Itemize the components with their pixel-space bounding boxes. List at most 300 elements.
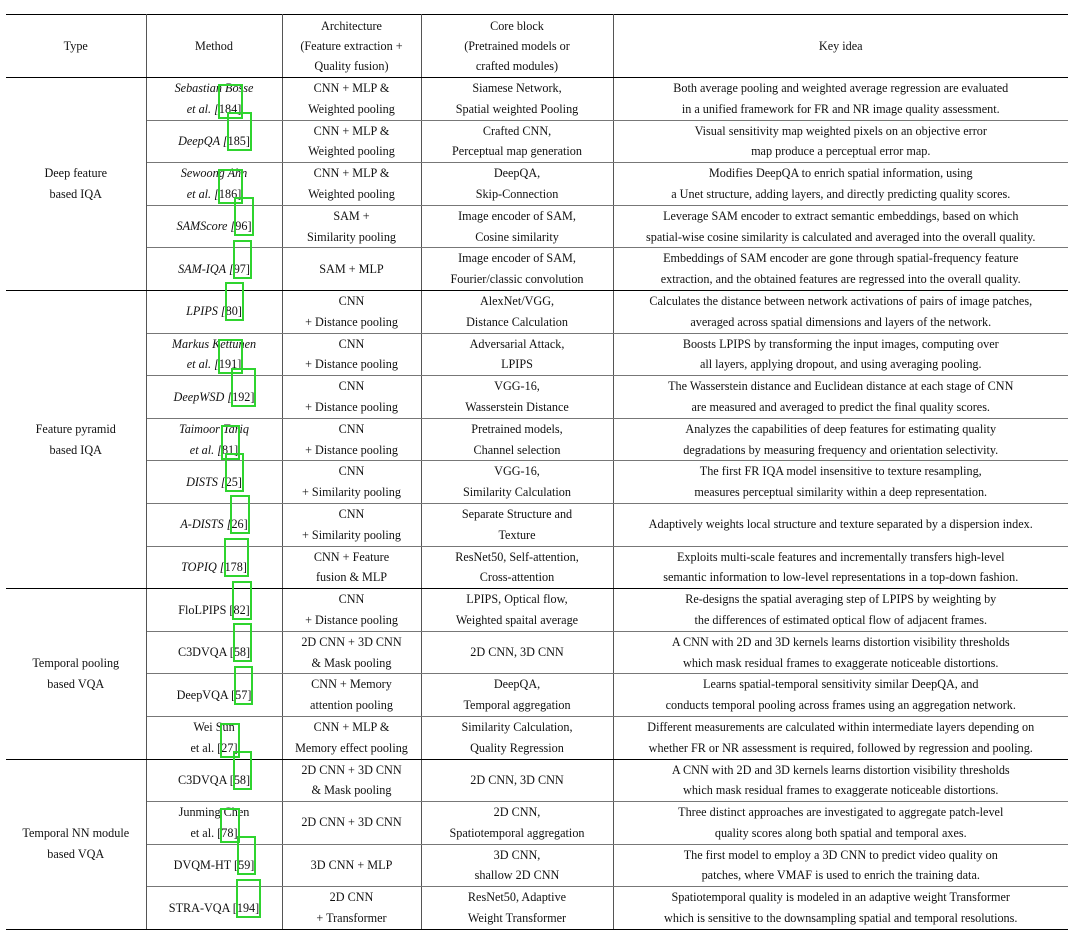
method-name: DeepWSD [: [173, 389, 233, 404]
core-block-line: Texture: [498, 527, 536, 542]
method-name: et al. [: [190, 825, 222, 840]
key-idea-line: quality scores along both spatial and temporal axes.: [714, 825, 967, 840]
method-name: Taimoor Tariq: [179, 421, 249, 436]
core-block-cell: [421, 546, 613, 589]
core-block-line: AlexNet/VGG,: [479, 293, 555, 308]
key-idea-cell: [613, 631, 1068, 674]
citation-bracket: ]: [233, 740, 238, 755]
method-line: [149, 738, 280, 759]
key-idea-line: extraction, and the obtained features are regressed into the overall quality.: [660, 272, 1021, 287]
core-block-cell: [421, 503, 613, 546]
citation-ref[interactable]: [221, 741, 237, 755]
architecture-line: + Distance pooling: [305, 357, 398, 372]
core-block-line: Pretrained models,: [471, 421, 563, 436]
core-block-line: LPIPS, Optical flow,: [466, 592, 568, 607]
core-block-line: Channel selection: [473, 442, 561, 457]
citation-ref[interactable]: [226, 304, 242, 318]
citation-bracket: ]: [233, 825, 238, 840]
core-block-line: 3D CNN,: [493, 847, 541, 862]
architecture-cell: [282, 503, 421, 546]
key-idea-line: conducts temporal pooling across frames using an aggregation network.: [665, 698, 1016, 713]
key-idea-line: The first FR IQA model insensitive to texture resampling,: [699, 464, 982, 479]
key-idea-line: Modifies DeepQA to enrich spatial information, using: [708, 166, 973, 181]
key-idea-cell: [613, 844, 1068, 887]
key-idea-line: The Wasserstein distance and Euclidean distance at each stage of CNN: [668, 379, 1014, 394]
table-row: [6, 887, 1068, 930]
group-type-label: based IQA: [49, 186, 102, 201]
core-block-cell: [421, 163, 613, 206]
method-name: SAM-IQA [: [178, 261, 234, 276]
architecture-cell: [282, 631, 421, 674]
citation-ref[interactable]: [234, 773, 250, 787]
citation-bracket: ]: [245, 261, 250, 276]
group-type-cell: [6, 589, 146, 759]
citation-bracket: ]: [250, 389, 255, 404]
architecture-line: fusion & MLP: [315, 570, 388, 585]
architecture-line: CNN: [338, 464, 365, 479]
comparison-table: [6, 14, 1068, 930]
citation-ref[interactable]: [232, 390, 254, 404]
core-block-cell: [421, 589, 613, 632]
architecture-line: + Distance pooling: [305, 314, 398, 329]
method-cell: [146, 205, 282, 248]
method-line: [149, 898, 280, 919]
group-type-label: Feature pyramid: [35, 421, 116, 436]
core-block-line: Fourier/classic convolution: [450, 272, 584, 287]
table-row: [6, 205, 1068, 248]
key-idea-line: Visual sensitivity map weighted pixels on an objective error: [694, 123, 987, 138]
core-block-cell: [421, 802, 613, 845]
method-cell: [146, 589, 282, 632]
method-line: [149, 419, 280, 440]
citation-ref[interactable]: [219, 102, 241, 116]
citation-ref[interactable]: [234, 645, 250, 659]
architecture-line: + Distance pooling: [305, 442, 398, 457]
core-block-line: Cross-attention: [479, 570, 555, 585]
architecture-cell: [282, 461, 421, 504]
core-block-line: Perceptual map generation: [452, 144, 582, 159]
method-cell: [146, 887, 282, 930]
architecture-cell: [282, 163, 421, 206]
citation-number: 81: [221, 442, 235, 457]
method-cell: [146, 503, 282, 546]
table-row: [6, 163, 1068, 206]
table-body: [6, 78, 1068, 930]
citation-number: 97: [233, 261, 246, 276]
core-block-line: Cosine similarity: [475, 229, 559, 244]
architecture-cell: [282, 589, 421, 632]
method-line: [149, 514, 280, 535]
core-block-line: Quality Regression: [470, 740, 564, 755]
citation-number: 27: [221, 740, 234, 755]
core-block-line: 2D CNN,: [493, 805, 541, 820]
key-idea-cell: [613, 589, 1068, 632]
core-block-line: DeepQA,: [493, 166, 541, 181]
citation-number: 194: [236, 900, 256, 915]
key-idea-line: Calculates the distance between network activations of pairs of image patches,: [649, 293, 1033, 308]
key-idea-line: Analyzes the capabilities of deep features for estimating quality: [685, 421, 997, 436]
key-idea-cell: [613, 802, 1068, 845]
citation-number: 192: [232, 389, 251, 404]
key-idea-cell: [613, 376, 1068, 419]
key-idea-line: A CNN with 2D and 3D kernels learns distortion visibility thresholds: [671, 762, 1010, 777]
citation-ref[interactable]: [235, 688, 251, 702]
header-type: Type: [6, 15, 146, 78]
method-name: C3DVQA [: [177, 772, 234, 787]
key-idea-line: Adaptively weights local structure and texture separated by a dispersion index.: [648, 517, 1033, 532]
group-type-label: Temporal NN module: [22, 826, 130, 841]
group-type-label: based VQA: [47, 847, 105, 862]
citation-bracket: ]: [246, 645, 251, 660]
table-row: [6, 716, 1068, 759]
table-row: [6, 333, 1068, 376]
citation-ref[interactable]: [237, 901, 259, 915]
architecture-line: 2D CNN: [329, 890, 374, 905]
header-architecture: [282, 15, 421, 78]
group-type-cell: [6, 290, 146, 588]
method-line: [149, 78, 280, 99]
core-block-cell: [421, 333, 613, 376]
table-row: [6, 631, 1068, 674]
architecture-line: CNN + Feature: [313, 549, 390, 564]
key-idea-line: whether FR or NR assessment is required, followed by regression and pooling.: [648, 740, 1033, 755]
citation-bracket: ]: [246, 772, 251, 787]
architecture-line: Weighted pooling: [308, 144, 395, 159]
key-idea-line: semantic information to low-level representations in a top-down fashion.: [663, 570, 1019, 585]
core-block-line: Temporal aggregation: [463, 698, 571, 713]
core-block-line: Crafted CNN,: [482, 123, 552, 138]
citation-number: 80: [225, 304, 238, 319]
method-line: [149, 855, 280, 876]
citation-number: 186: [218, 186, 238, 201]
method-line: [149, 301, 280, 322]
architecture-cell: [282, 716, 421, 759]
citation-ref[interactable]: [231, 517, 247, 531]
core-block-line: 2D CNN, 3D CNN: [470, 645, 564, 660]
core-block-line: Weighted spaital average: [455, 612, 579, 627]
method-cell: [146, 461, 282, 504]
key-idea-line: patches, where VMAF is used to enrich the training data.: [701, 868, 980, 883]
key-idea-line: Spatiotemporal quality is modeled in an adaptive weight Transformer: [671, 890, 1010, 905]
method-name: DVQM-HT [: [173, 858, 239, 873]
header-core-line: (Pretrained models or: [464, 39, 570, 53]
table-row: [6, 418, 1068, 461]
core-block-cell: [421, 205, 613, 248]
architecture-line: CNN + MLP &: [313, 719, 390, 734]
method-cell: [146, 546, 282, 589]
key-idea-cell: [613, 503, 1068, 546]
core-block-cell: [421, 418, 613, 461]
architecture-line: & Mask pooling: [311, 783, 392, 798]
method-name: et al. [: [186, 357, 219, 372]
core-block-line: ResNet50, Self-attention,: [455, 549, 579, 564]
method-name: et al. [: [186, 186, 219, 201]
architecture-cell: [282, 418, 421, 461]
core-block-line: Image encoder of SAM,: [458, 251, 576, 266]
citation-ref[interactable]: [233, 603, 249, 617]
key-idea-cell: [613, 248, 1068, 291]
method-name: DeepQA [: [178, 133, 228, 148]
key-idea-cell: [613, 674, 1068, 717]
citation-number: 191: [218, 357, 238, 372]
core-block-line: Spatiotemporal aggregation: [449, 825, 585, 840]
architecture-line: CNN: [338, 379, 365, 394]
architecture-cell: [282, 333, 421, 376]
citation-bracket: ]: [247, 687, 252, 702]
core-block-line: 2D CNN, 3D CNN: [470, 772, 564, 787]
core-block-cell: [421, 290, 613, 333]
method-line: [149, 334, 280, 355]
citation-bracket: ]: [237, 357, 242, 372]
architecture-line: CNN + MLP &: [313, 166, 390, 181]
header-arch-line: Architecture: [321, 19, 382, 33]
citation-ref[interactable]: [225, 560, 247, 574]
method-line: [149, 472, 280, 493]
method-name: Sewoong Ahn: [180, 166, 248, 181]
group-type-cell: [6, 78, 146, 291]
citation-number: 58: [233, 772, 246, 787]
architecture-cell: [282, 887, 421, 930]
method-name: DeepVQA [: [176, 687, 236, 702]
key-idea-line: Embeddings of SAM encoder are gone through spatial-frequency feature: [663, 251, 1019, 266]
architecture-cell: [282, 120, 421, 163]
architecture-cell: [282, 759, 421, 802]
core-block-line: ResNet50, Adaptive: [467, 890, 567, 905]
method-line: [149, 802, 280, 823]
method-cell: [146, 163, 282, 206]
table-row: [6, 376, 1068, 419]
core-block-line: VGG-16,: [494, 379, 540, 394]
architecture-line: 3D CNN + MLP: [310, 858, 393, 873]
key-idea-line: spatial-wise cosine similarity is calculated and averaged into the overall quality.: [646, 229, 1036, 244]
method-name: Markus Kettunen: [171, 336, 257, 351]
method-line: [149, 770, 280, 791]
citation-bracket: ]: [237, 186, 242, 201]
key-idea-line: The first model to employ a 3D CNN to predict video quality on: [683, 847, 998, 862]
citation-number: 25: [225, 474, 238, 489]
citation-bracket: ]: [245, 133, 250, 148]
table-row: [6, 844, 1068, 887]
method-cell: [146, 290, 282, 333]
core-block-cell: [421, 759, 613, 802]
group-type-label: based IQA: [49, 442, 102, 457]
architecture-line: CNN: [338, 336, 365, 351]
method-line: [149, 259, 280, 280]
key-idea-cell: [613, 418, 1068, 461]
citation-number: 57: [235, 687, 248, 702]
citation-number: 185: [227, 133, 246, 148]
key-idea-line: A CNN with 2D and 3D kernels learns distortion visibility thresholds: [671, 634, 1010, 649]
method-line: [149, 184, 280, 205]
method-line: [149, 163, 280, 184]
core-block-cell: [421, 674, 613, 717]
key-idea-line: which mask residual frames to exaggerate noticeable distortions.: [683, 783, 999, 798]
core-block-line: shallow 2D CNN: [474, 868, 560, 883]
key-idea-cell: [613, 546, 1068, 589]
architecture-line: + Distance pooling: [305, 612, 398, 627]
method-cell: [146, 759, 282, 802]
key-idea-cell: [613, 333, 1068, 376]
architecture-cell: [282, 844, 421, 887]
architecture-line: 2D CNN + 3D CNN: [301, 762, 402, 777]
citation-ref[interactable]: [238, 858, 254, 872]
key-idea-line: Exploits multi-scale features and incrementally transfers high-level: [676, 549, 1005, 564]
citation-ref[interactable]: [234, 262, 250, 276]
architecture-line: 2D CNN + 3D CNN: [301, 634, 402, 649]
method-line: [149, 440, 280, 461]
method-name: C3DVQA [: [177, 645, 234, 660]
core-block-line: Similarity Calculation,: [461, 719, 573, 734]
method-cell: [146, 376, 282, 419]
core-block-cell: [421, 631, 613, 674]
method-name: FloLPIPS [: [178, 602, 234, 617]
key-idea-line: are measured and averaged to predict the final quality scores.: [691, 399, 990, 414]
group-type-label: Deep feature: [44, 166, 108, 181]
citation-bracket: ]: [242, 559, 247, 574]
method-name: et al. [: [186, 101, 219, 116]
architecture-line: CNN + Memory: [311, 677, 392, 692]
table-row: [6, 290, 1068, 333]
architecture-line: & Mask pooling: [311, 655, 392, 670]
method-cell: [146, 333, 282, 376]
core-block-cell: [421, 844, 613, 887]
core-block-line: Wasserstein Distance: [465, 399, 569, 414]
table-row: [6, 589, 1068, 632]
key-idea-line: degradations by measuring frequency and orientation selectivity.: [683, 442, 999, 457]
method-name: STRA-VQA [: [168, 900, 237, 915]
header-method: Method: [146, 15, 282, 78]
citation-number: 78: [221, 825, 234, 840]
core-block-line: VGG-16,: [494, 464, 540, 479]
citation-bracket: ]: [237, 304, 242, 319]
citation-bracket: ]: [245, 602, 250, 617]
key-idea-line: Leverage SAM encoder to extract semantic embeddings, based on which: [663, 208, 1019, 223]
architecture-line: Weighted pooling: [308, 186, 395, 201]
key-idea-cell: [613, 887, 1068, 930]
table-row: [6, 120, 1068, 163]
architecture-cell: [282, 290, 421, 333]
key-idea-cell: [613, 120, 1068, 163]
group-type-cell: [6, 759, 146, 929]
key-idea-line: Different measurements are calculated within intermediate layers depending on: [647, 719, 1035, 734]
architecture-line: SAM +: [333, 208, 370, 223]
method-line: [149, 131, 280, 152]
architecture-line: Memory effect pooling: [295, 740, 408, 755]
citation-ref[interactable]: [221, 826, 237, 840]
citation-ref[interactable]: [228, 134, 250, 148]
architecture-cell: [282, 376, 421, 419]
core-block-cell: [421, 376, 613, 419]
citation-ref[interactable]: [226, 475, 242, 489]
key-idea-cell: [613, 461, 1068, 504]
key-idea-line: all layers, applying dropout, and using averaging pooling.: [699, 357, 982, 372]
key-idea-cell: [613, 163, 1068, 206]
core-block-cell: [421, 887, 613, 930]
table-row: [6, 546, 1068, 589]
architecture-line: CNN + MLP &: [313, 81, 390, 95]
method-cell: [146, 802, 282, 845]
table-row: [6, 674, 1068, 717]
method-cell: [146, 631, 282, 674]
table-row: [6, 802, 1068, 845]
method-name: Wei Sun: [193, 719, 235, 734]
group-type-label: based VQA: [47, 676, 105, 691]
method-cell: [146, 120, 282, 163]
architecture-line: Weighted pooling: [308, 101, 395, 116]
core-block-line: Weight Transformer: [467, 911, 567, 926]
key-idea-cell: [613, 716, 1068, 759]
architecture-line: + Similarity pooling: [302, 485, 401, 500]
citation-bracket: ]: [234, 442, 239, 457]
citation-bracket: ]: [250, 858, 255, 873]
core-block-line: LPIPS: [501, 357, 533, 372]
method-line: [149, 823, 280, 844]
method-cell: [146, 418, 282, 461]
core-block-line: Similarity Calculation: [463, 485, 571, 500]
group-type-label: Temporal pooling: [32, 656, 120, 671]
header-core-block: [421, 15, 613, 78]
method-name: SAMScore [: [176, 219, 236, 234]
method-name: et al. [: [189, 442, 222, 457]
header-core-line: crafted modules): [475, 59, 559, 73]
method-name: et al. [: [190, 740, 222, 755]
key-idea-line: in a unified framework for FR and NR image quality assessment.: [681, 101, 1000, 116]
core-block-line: Spatial weighted Pooling: [455, 101, 579, 116]
method-line: [149, 717, 280, 738]
table-row: [6, 461, 1068, 504]
table-row: [6, 248, 1068, 291]
citation-ref[interactable]: [222, 443, 238, 457]
method-cell: [146, 844, 282, 887]
architecture-line: + Distance pooling: [305, 399, 398, 414]
key-idea-cell: [613, 290, 1068, 333]
key-idea-line: which mask residual frames to exaggerate noticeable distortions.: [683, 655, 999, 670]
key-idea-line: measures perceptual similarity within a deep representation.: [694, 485, 988, 500]
key-idea-line: Learns spatial-temporal sensitivity similar DeepQA, and: [703, 677, 979, 692]
method-line: [149, 387, 280, 408]
architecture-line: CNN: [338, 293, 365, 308]
citation-ref[interactable]: [219, 187, 241, 201]
citation-bracket: ]: [247, 219, 252, 234]
core-block-line: Siamese Network,: [472, 81, 562, 95]
header-core-line: Core block: [490, 19, 544, 33]
architecture-line: CNN: [338, 421, 365, 436]
citation-ref[interactable]: [235, 219, 251, 233]
table-row: [6, 759, 1068, 802]
architecture-line: Similarity pooling: [306, 229, 397, 244]
key-idea-line: map produce a perceptual error map.: [751, 144, 931, 159]
method-name: DISTS [: [186, 474, 226, 489]
method-name: LPIPS [: [186, 304, 226, 319]
method-name: Junming Chen: [178, 805, 250, 820]
architecture-line: 2D CNN + 3D CNN: [301, 815, 402, 830]
architecture-line: SAM + MLP: [319, 261, 384, 276]
method-line: [149, 685, 280, 706]
architecture-line: attention pooling: [310, 698, 393, 713]
citation-ref[interactable]: [219, 357, 241, 371]
citation-number: 184: [218, 101, 238, 116]
key-idea-line: Boosts LPIPS by transforming the input images, computing over: [682, 336, 999, 351]
key-idea-line: Re-designs the spatial averaging step of LPIPS by weighting by: [685, 592, 997, 607]
method-cell: [146, 248, 282, 291]
core-block-cell: [421, 716, 613, 759]
key-idea-line: Both average pooling and weighted average regression are evaluated: [673, 81, 1009, 95]
architecture-cell: [282, 674, 421, 717]
citation-number: 178: [224, 559, 243, 574]
header-row: [6, 15, 1068, 78]
core-block-line: Separate Structure and: [461, 506, 573, 521]
core-block-line: Adversarial Attack,: [469, 336, 565, 351]
